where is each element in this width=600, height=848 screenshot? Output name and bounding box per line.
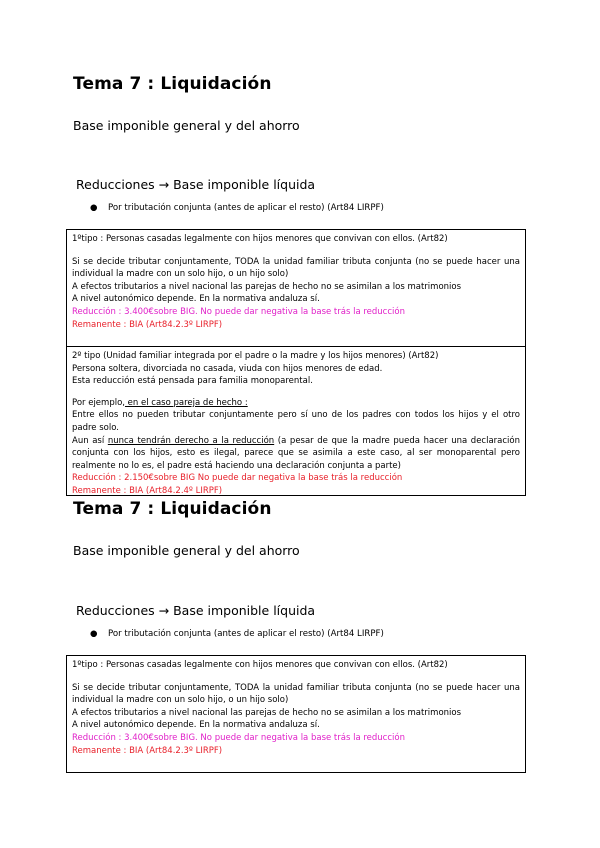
box-paragraph: Si se decide tributar conjuntamente, TODA la unidad familiar tributa conjunta (no se puede hacer una individual la madre con un solo hijo, o un hijo solo)	[72, 256, 520, 280]
subtitle: Base imponible general y del ahorro	[73, 118, 300, 133]
box-paragraph	[72, 435, 520, 473]
p4-prefix: Aun así	[72, 435, 108, 446]
box-heading: 1ºtipo : Personas casadas legalmente con hijos menores que convivan con ellos. (Art82)	[72, 234, 448, 244]
example-underlined: en el caso pareja de hecho :	[124, 397, 248, 408]
box-paragraph: A efectos tributarios a nivel nacional las parejas de hecho no se asimilan a los matrimonios	[72, 707, 462, 718]
box-paragraph: A nivel autonómico depende. En la normativa andaluza sí.	[72, 294, 320, 305]
p4-underlined: nunca tendrán derecho a la reducción	[107, 435, 275, 446]
bullet-item	[90, 629, 384, 639]
box-paragraph: Entre ellos no pueden tributar conjuntamente pero sí uno de los padres con todos los hijos y el otro padre solo.	[72, 410, 520, 433]
bullet-icon: ●	[90, 203, 98, 213]
box-paragraph: Si se decide tributar conjuntamente, TODA la unidad familiar tributa conjunta (no se puede hacer una individual la madre con un solo hijo, o un hijo solo)	[72, 682, 520, 706]
page-title: Tema 7 : Liquidación	[73, 74, 272, 94]
box-heading: 1ºtipo : Personas casadas legalmente con hijos menores que convivan con ellos. (Art82)	[72, 660, 448, 670]
subtitle: Base imponible general y del ahorro	[73, 543, 300, 558]
bullet-item	[90, 203, 384, 213]
box-type-1	[66, 655, 526, 773]
reduction-text: Reducción : 2.150€sobre BIG No puede dar negativa la base trás la reducción	[72, 473, 403, 484]
remainder-text: Remanente : BIA (Art84.2.3º LIRPF)	[72, 319, 223, 330]
box-paragraph: A nivel autonómico depende. En la normativa andaluza sí.	[72, 720, 320, 731]
reduction-text: Reducción : 3.400€sobre BIG. No puede dar negativa la base trás la reducción	[72, 732, 405, 743]
box-paragraph: A efectos tributarios a nivel nacional las parejas de hecho no se asimilan a los matrimonios	[72, 281, 462, 292]
box-type-1	[66, 229, 526, 347]
bullet-icon: ●	[90, 629, 98, 639]
box-heading: 2º tipo (Unidad familiar integrada por el padre o la madre y los hijos menores) (Art82)	[72, 351, 439, 361]
section-heading: Reducciones → Base imponible líquida	[76, 603, 316, 618]
section-heading: Reducciones → Base imponible líquida	[76, 177, 316, 192]
box-paragraph: Persona soltera, divorciada no casada, viuda con hijos menores de edad.	[72, 363, 383, 374]
reduction-text: Reducción : 3.400€sobre BIG. No puede dar negativa la base trás la reducción	[72, 306, 405, 317]
box-type-2	[66, 346, 526, 496]
bullet-text: Por tributación conjunta (antes de aplicar el resto) (Art84 LIRPF)	[108, 629, 384, 639]
example-prefix: Por ejemplo,	[72, 397, 125, 408]
bullet-text: Por tributación conjunta (antes de aplicar el resto) (Art84 LIRPF)	[108, 203, 384, 213]
box-paragraph: Esta reducción está pensada para familia monoparental.	[72, 376, 313, 387]
page-title: Tema 7 : Liquidación	[73, 499, 272, 519]
remainder-text: Remanente : BIA (Art84.2.4º LIRPF)	[72, 485, 223, 496]
p4-rest: (a pesar de que la madre pueda hacer una declaración conjunta con los hijos, esto es ilegal, parece que se asimila a este caso, al ser monoparental pero realmente no lo es, el padre está haciendo una declaración conjunta a parte)	[72, 435, 520, 471]
example-line	[72, 397, 520, 410]
remainder-text: Remanente : BIA (Art84.2.3º LIRPF)	[72, 745, 223, 756]
